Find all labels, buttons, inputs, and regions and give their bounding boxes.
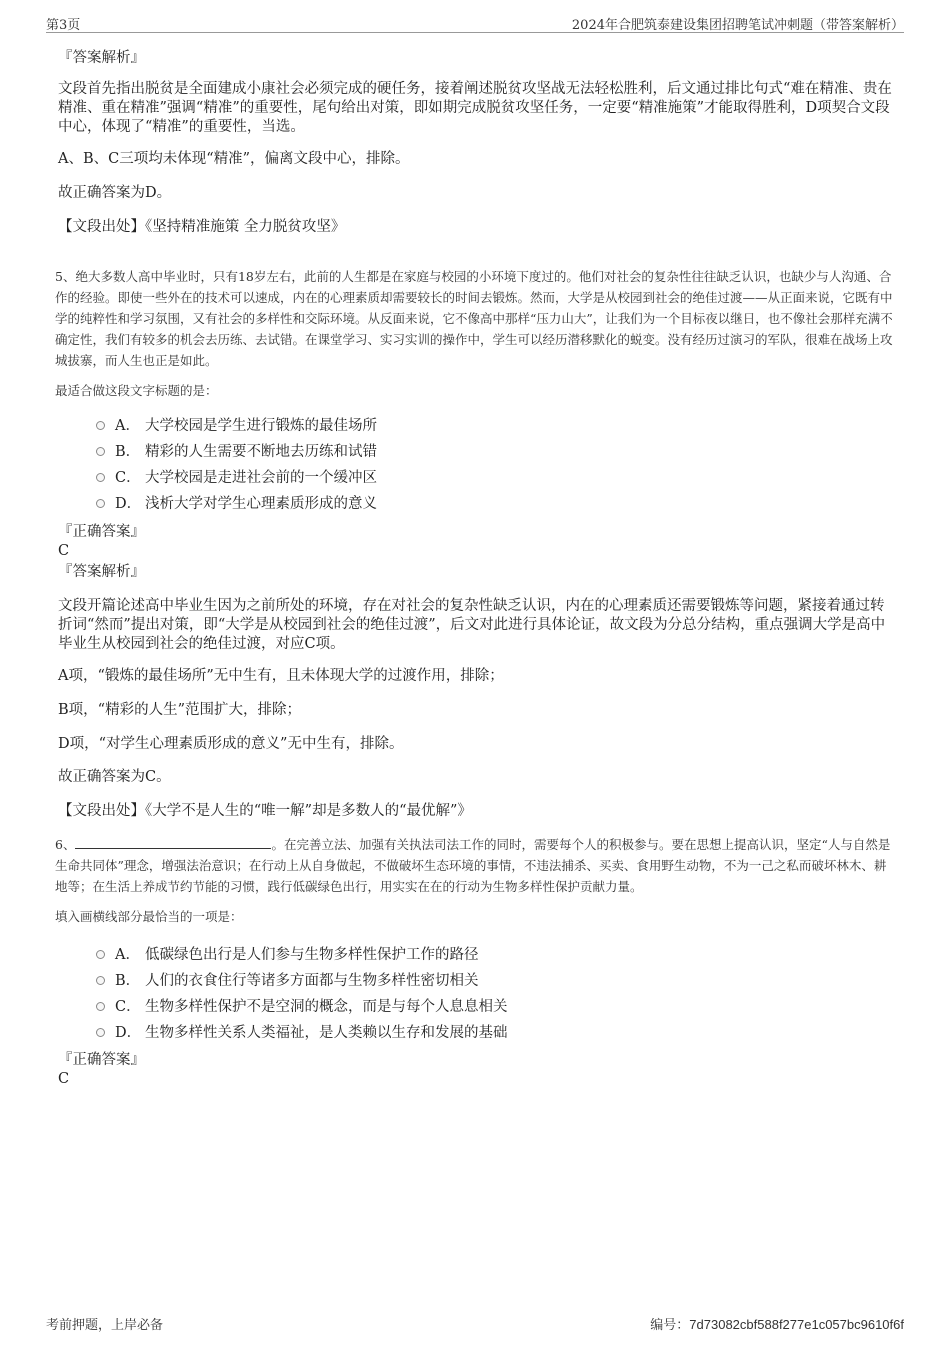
q5-option-a[interactable]: A． 大学校园是学生进行锻炼的最佳场所 bbox=[96, 415, 377, 437]
q6-number: 6、 bbox=[55, 837, 76, 852]
q6-answer-label: 『正确答案』 bbox=[58, 1052, 145, 1068]
radio-icon[interactable] bbox=[96, 1028, 105, 1037]
q4-note-abc: A、B、C三项均未体现“精准”，偏离文段中心，排除。 bbox=[58, 151, 410, 167]
q5-note-d: D项，“对学生心理素质形成的意义”无中生有，排除。 bbox=[58, 736, 404, 752]
q6-stem-text: 。在完善立法、加强有关执法司法工作的同时，需要每个人的积极参与。要在思想上提高认识，坚定“人与自然是生命共同体”理念，增强法治意识；在行动上从自身做起，不做破坏生态环境的事情，不违法捕杀、买卖、食用野生动物，不为一己之私而破坏林木、耕地等；在生活上养成节约节能的习惯，践行低碳绿色出行，用实实在在的行动为生物多样性保护贡献力量。 bbox=[55, 837, 891, 894]
q6-option-a[interactable]: A． 低碳绿色出行是人们参与生物多样性保护工作的路径 bbox=[96, 944, 479, 966]
footer-slogan: 考前押题，上岸必备 bbox=[46, 1318, 164, 1333]
radio-icon[interactable] bbox=[96, 473, 105, 482]
q4-source: 【文段出处】《坚持精准施策 全力脱贫攻坚》 bbox=[58, 219, 346, 235]
document-title: 2024年合肥筑泰建设集团招聘笔试冲刺题（带答案解析） bbox=[571, 18, 904, 33]
q5-answer-label: 『正确答案』 bbox=[58, 524, 145, 540]
radio-icon[interactable] bbox=[96, 950, 105, 959]
page-number: 第3页 bbox=[46, 18, 81, 33]
radio-icon[interactable] bbox=[96, 1002, 105, 1011]
q6-prompt: 填入画横线部分最恰当的一项是： bbox=[55, 909, 243, 924]
footer-code bbox=[650, 1314, 904, 1333]
footer-code-label: 编号： bbox=[650, 1318, 690, 1333]
q5-source: 【文段出处】《大学不是人生的“唯一解”却是多数人的“最优解”》 bbox=[58, 803, 472, 819]
q5-note-a: A项，“锻炼的最佳场所”无中生有，且未体现大学的过渡作用，排除； bbox=[58, 668, 504, 684]
fill-blank bbox=[75, 836, 271, 849]
radio-icon[interactable] bbox=[96, 447, 105, 456]
q6-option-c[interactable]: C． 生物多样性保护不是空洞的概念，而是与每个人息息相关 bbox=[96, 996, 508, 1018]
q6-option-b[interactable]: B． 人们的衣食住行等诸多方面都与生物多样性密切相关 bbox=[96, 970, 479, 992]
q5-analysis-label: 『答案解析』 bbox=[58, 564, 145, 580]
q5-answer: C bbox=[58, 543, 70, 559]
q5-prompt: 最适合做这段文字标题的是： bbox=[55, 383, 218, 398]
footer-code-value: 7d73082cbf588f277e1c057bc9610f6f bbox=[689, 1317, 904, 1332]
radio-icon[interactable] bbox=[96, 499, 105, 508]
q6-answer: C bbox=[58, 1071, 70, 1087]
q6-option-d[interactable]: D． 生物多样性关系人类福祉，是人类赖以生存和发展的基础 bbox=[96, 1022, 508, 1044]
q5-option-b[interactable]: B． 精彩的人生需要不断地去历练和试错 bbox=[96, 441, 377, 463]
q6-stem bbox=[55, 834, 895, 897]
page-footer bbox=[46, 1314, 904, 1332]
q5-option-d[interactable]: D． 浅析大学对学生心理素质形成的意义 bbox=[96, 493, 377, 515]
q5-stem: 5、绝大多数人高中毕业时，只有18岁左右，此前的人生都是在家庭与校园的小环境下度过的。他们对社会的复杂性往往缺乏认识，也缺少与人沟通、合作的经验。即使一些外在的技术可以速成，内在的心理素质却需要较长的时间去锻炼。然而，大学是从校园到社会的绝佳过渡——从正面来说，它既有中学的纯粹性和学习氛围，又有社会的多样性和交际环境。从反面来说，它不像高中那样“压力山大”，让我们为一个目标夜以继日，也不像社会那样充满不确定性，我们有较多的机会去历练、去试错。在课堂学习、实习实训的操作中，学生可以经历潜移默化的蜕变。没有经历过演习的军队，很难在战场上攻城拔寨，而人生也正是如此。 bbox=[55, 269, 893, 368]
header-divider bbox=[46, 32, 904, 33]
q5-note-b: B项，“精彩的人生”范围扩大，排除； bbox=[58, 702, 301, 718]
q4-conclusion: 故正确答案为D。 bbox=[58, 185, 172, 201]
q4-analysis-label: 『答案解析』 bbox=[58, 50, 145, 66]
q5-analysis-text: 文段开篇论述高中毕业生因为之前所处的环境，存在对社会的复杂性缺乏认识，内在的心理素质还需要锻炼等问题，紧接着通过转折词“然而”提出对策，即“大学是从校园到社会的绝佳过渡”，后文对此进行具体论证，故文段为分总分结构，重点强调大学是高中毕业生从校园到社会的绝佳过渡，对应C项。 bbox=[58, 598, 886, 652]
radio-icon[interactable] bbox=[96, 421, 105, 430]
q5-option-c[interactable]: C． 大学校园是走进社会前的一个缓冲区 bbox=[96, 467, 377, 489]
q4-analysis-text: 文段首先指出脱贫是全面建成小康社会必须完成的硬任务，接着阐述脱贫攻坚战无法轻松胜利，后文通过排比句式“难在精准、贵在精准、重在精准”强调“精准”的重要性，尾句给出对策，即如期完成脱贫攻坚任务，一定要“精准施策”才能取得胜利，D项契合文段中心，体现了“精准”的重要性，当选。 bbox=[58, 81, 892, 135]
q5-conclusion: 故正确答案为C。 bbox=[58, 769, 171, 785]
page-header bbox=[46, 14, 904, 34]
radio-icon[interactable] bbox=[96, 976, 105, 985]
